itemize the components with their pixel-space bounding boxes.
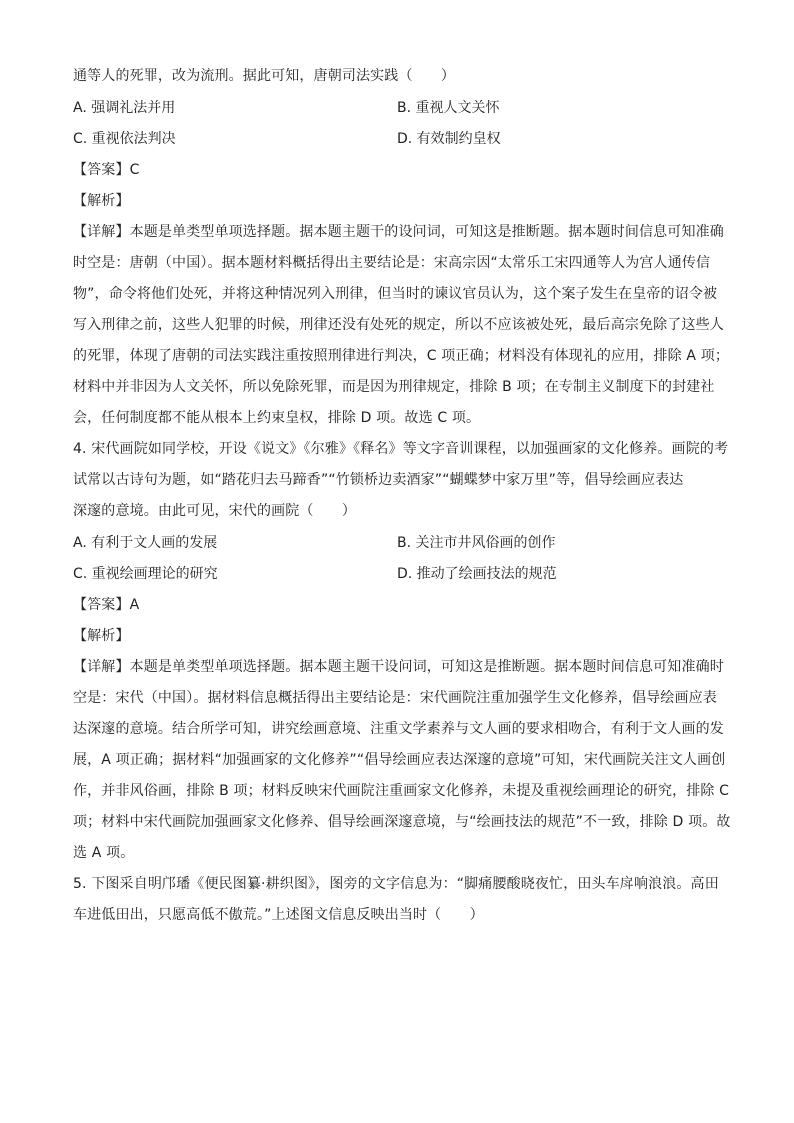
q4-option-c: C. 重视绘画理论的研究 <box>73 566 218 582</box>
q4-detail-line: 达深邃的意境。结合所学可知，讲究绘画意境、注重文学素养与文人画的要求相吻合，有利于文人画的发 <box>73 721 724 737</box>
q4-stem-line: 深邃的意境。由此可见，宋代的画院（ ） <box>73 503 356 519</box>
q4-analysis-label: 【解析】 <box>73 628 130 644</box>
q3-option-d: D. 有效制约皇权 <box>397 131 501 147</box>
q5-stem-line: 5. 下图采自明邝璠《便民图纂·耕织图》，图旁的文字信息为：“脚痛腰酸晓夜忙，田头车戽响浪浪。高田 <box>73 876 719 892</box>
q4-detail-line: 作，并非风俗画，排除 B 项；材料反映宋代画院注重画家文化修养，未提及重视绘画理论的研究，排除 C <box>73 783 730 799</box>
q4-option-b: B. 关注市井风俗画的创作 <box>397 535 556 551</box>
q3-detail-line: 会，任何制度都不能从根本上约束皇权，排除 D 项。故选 C 项。 <box>73 410 481 426</box>
q4-stem-line: 4. 宋代画院如同学校，开设《说文》《尔雅》《释名》等文字音训课程，以加强画家的文化修养。画院的考 <box>73 441 729 457</box>
q3-detail-line: 写入刑律之前，这些人犯罪的时候，刑律还没有处死的规定，所以不应该被处死，最后高宗免除了这些人 <box>73 317 724 333</box>
q3-detail-line: 物”，命令将他们处死，并将这种情况列入刑律，但当时的谏议官员认为，这个案子发生在皇帝的诏令被 <box>73 286 718 302</box>
q4-answer: 【答案】A <box>73 597 140 613</box>
q4-detail-line: 空是：宋代（中国）。据材料信息概括得出主要结论是：宋代画院注重加强学生文化修养，倡导绘画应表 <box>73 690 717 706</box>
q4-detail-line: 展，A 项正确；据材料“加强画家的文化修养”“倡导绘画应表达深邃的意境”可知，宋代画院关注文人画创 <box>73 752 726 768</box>
q3-analysis-label: 【解析】 <box>73 193 130 209</box>
q4-option-d: D. 推动了绘画技法的规范 <box>397 566 557 582</box>
q3-detail-line: 【详解】本题是单类型单项选择题。据本题主题干的设问词，可知这是推断题。据本题时间信息可知准确 <box>73 224 724 240</box>
q3-option-b: B. 重视人文关怀 <box>397 100 500 116</box>
q3-answer: 【答案】C <box>73 162 140 178</box>
q3-detail-line: 时空是：唐朝（中国）。据本题材料概括得出主要结论是：宋高宗因“太常乐工宋四通等人为宫人通传信 <box>73 255 711 271</box>
q3-option-a: A. 强调礼法并用 <box>73 100 176 116</box>
q3-detail-line: 的死罪，体现了唐朝的司法实践注重按照刑律进行判决，C 项正确；材料没有体现礼的应用，排除 A 项； <box>73 348 730 364</box>
q4-detail-line: 选 A 项。 <box>73 845 135 861</box>
q4-stem-line: 试常以古诗句为题，如“踏花归去马蹄香”“竹锁桥边卖酒家”“蝴蝶梦中家万里”等，倡导绘画应表达 <box>73 472 684 488</box>
q3-option-c: C. 重视依法判决 <box>73 131 176 147</box>
q4-option-a: A. 有利于文人画的发展 <box>73 535 218 551</box>
q5-stem-line: 车进低田出，只愿高低不傲荒。”上述图文信息反映出当时（ ） <box>73 907 484 923</box>
q3-detail-line: 材料中并非因为人文关怀，所以免除死罪，而是因为刑律规定，排除 B 项；在专制主义制度下的封建社 <box>73 379 715 395</box>
q4-detail-line: 项；材料中宋代画院加强画家文化修养、倡导绘画深邃意境，与“绘画技法的规范”不一致，排除 D 项。故 <box>73 814 731 830</box>
q4-detail-line: 【详解】本题是单类型单项选择题。据本题主题干设问词，可知这是推断题。据本题时间信息可知准确时 <box>73 659 724 675</box>
q3-stem-tail: 通等人的死罪，改为流刑。据此可知，唐朝司法实践（ ） <box>73 68 456 84</box>
